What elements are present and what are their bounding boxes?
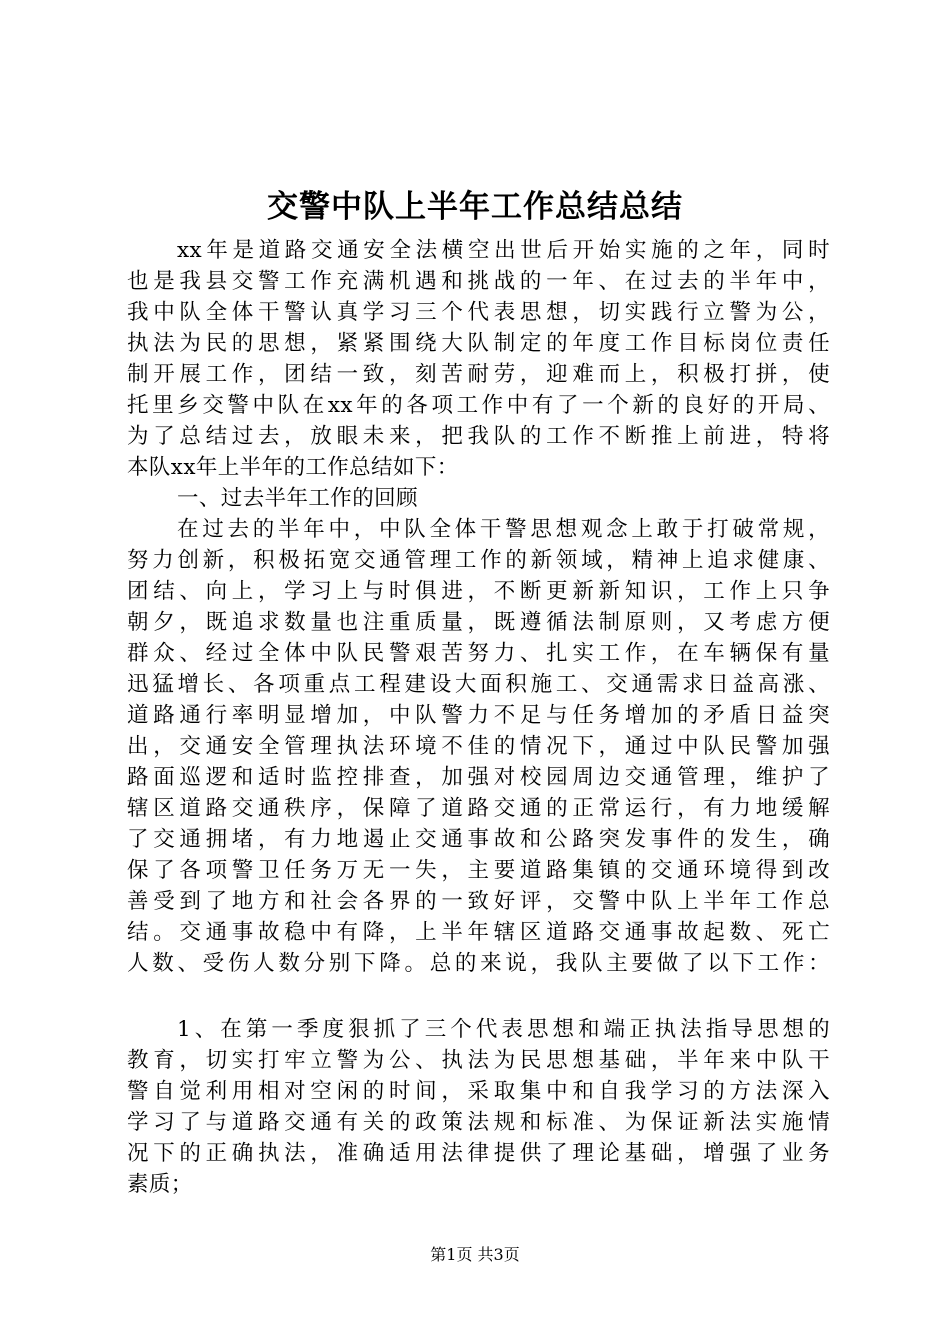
paragraph-line: 辖区道路交通秩序，保障了道路交通的正常运行，有力地缓解 (127, 796, 830, 821)
paragraph-line: 素质； (127, 1172, 193, 1197)
paragraph-line: 朝夕，既追求数量也注重质量，既遵循法制原则，又考虑方便 (127, 610, 830, 635)
paragraph-line: 学习了与道路交通有关的政策法规和标准、为保证新法实施情 (127, 1110, 830, 1135)
page-number-footer: 第1页 共3页 (430, 1245, 520, 1264)
document-body (127, 235, 830, 1200)
paragraph-line: 也是我县交警工作充满机遇和挑战的一年、在过去的半年中， (127, 269, 830, 294)
paragraph-line: 结。交通事故稳中有降，上半年辖区道路交通事故起数、死亡 (127, 920, 830, 945)
paragraph-line: 本队xx年上半年的工作总结如下： (127, 455, 459, 480)
paragraph-line: 了交通拥堵，有力地遏止交通事故和公路突发事件的发生，确 (127, 827, 830, 852)
paragraph-line: 1、在第一季度狠抓了三个代表思想和端正执法指导思想的 (177, 1017, 830, 1042)
document-title: 交警中队上半年工作总结总结 (267, 189, 683, 225)
paragraph-line: 为了总结过去，放眼未来，把我队的工作不断推上前进，特将 (127, 424, 830, 449)
paragraph-line: 群众、经过全体中队民警艰苦努力、扎实工作，在车辆保有量 (127, 641, 830, 666)
section-heading: 一、过去半年工作的回顾 (177, 486, 418, 511)
paragraph-spacer (127, 979, 830, 1014)
paragraph-line: 善受到了地方和社会各界的一致好评，交警中队上半年工作总 (127, 889, 830, 914)
paragraph-line: 在过去的半年中，中队全体干警思想观念上敢于打破常规， (177, 517, 830, 542)
paragraph-line: 执法为民的思想，紧紧围绕大队制定的年度工作目标岗位责任 (127, 331, 830, 356)
paragraph-line: 况下的正确执法，准确适用法律提供了理论基础，增强了业务 (127, 1141, 830, 1166)
paragraph-line: 道路通行率明显增加，中队警力不足与任务增加的矛盾日益突 (127, 703, 830, 728)
paragraph-line: 路面巡逻和适时监控排查，加强对校园周边交通管理，维护了 (127, 765, 830, 790)
paragraph-line: 出，交通安全管理执法环境不佳的情况下，通过中队民警加强 (127, 734, 830, 759)
paragraph-line: 迅猛增长、各项重点工程建设大面积施工、交通需求日益高涨、 (127, 672, 830, 697)
paragraph-line: 托里乡交警中队在xx年的各项工作中有了一个新的良好的开局、 (127, 393, 830, 418)
paragraph-line: 努力创新，积极拓宽交通管理工作的新领域，精神上追求健康、 (127, 548, 830, 573)
paragraph-line: 人数、受伤人数分别下降。总的来说，我队主要做了以下工作： (127, 951, 830, 976)
paragraph-line: 制开展工作，团结一致，刻苦耐劳，迎难而上，积极打拼，使 (127, 362, 830, 387)
paragraph-line: 教育，切实打牢立警为公、执法为民思想基础，半年来中队干 (127, 1048, 830, 1073)
paragraph-line: 团结、向上，学习上与时俱进，不断更新新知识，工作上只争 (127, 579, 830, 604)
paragraph-line: xx年是道路交通安全法横空出世后开始实施的之年，同时 (177, 238, 830, 263)
paragraph-line: 保了各项警卫任务万无一失，主要道路集镇的交通环境得到改 (127, 858, 830, 883)
paragraph-line: 警自觉利用相对空闲的时间，采取集中和自我学习的方法深入 (127, 1079, 830, 1104)
paragraph-line: 我中队全体干警认真学习三个代表思想，切实践行立警为公， (127, 300, 830, 325)
